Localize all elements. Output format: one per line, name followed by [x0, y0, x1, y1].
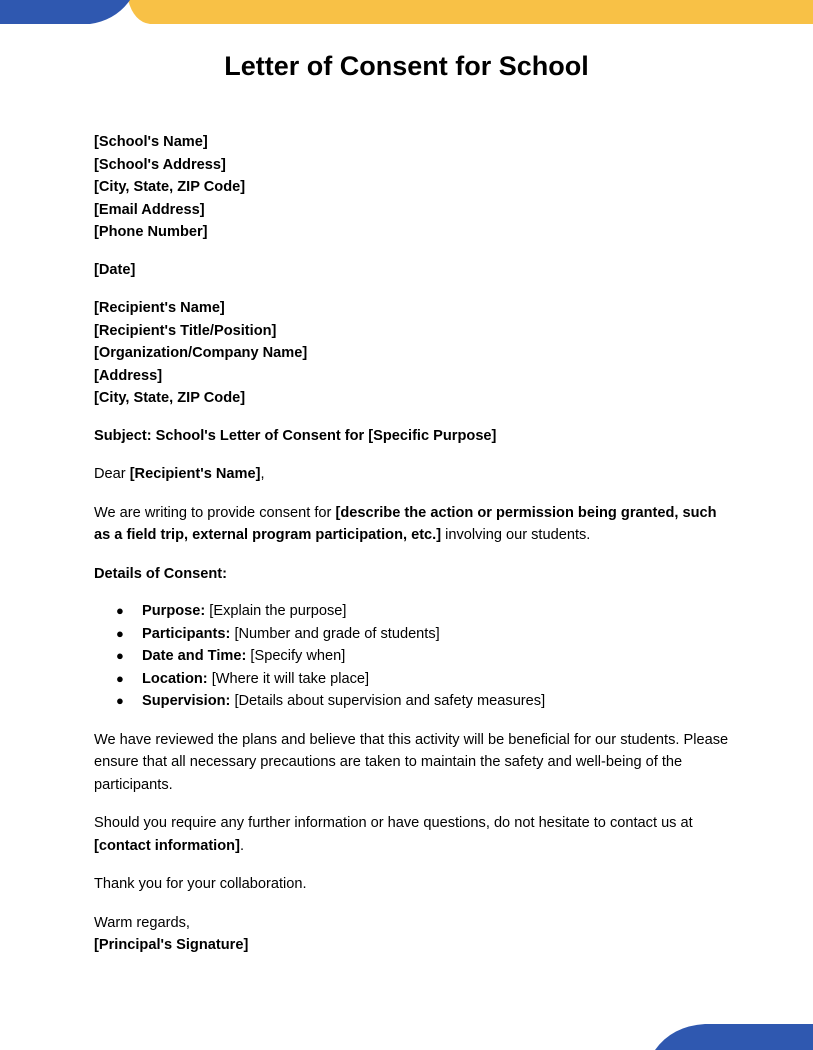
closing-block: [94, 912, 734, 957]
recipient-organization: [Organization/Company Name]: [94, 345, 308, 361]
bullet-icon: ●: [116, 670, 124, 686]
review-paragraph: We have reviewed the plans and believe that this activity will be beneficial for our students. Please ensure that all necessary precautions are taken to maintain the safety and well-being of the participants.: [94, 731, 729, 793]
contact-bold: [contact information]: [94, 837, 240, 854]
letter-body: [94, 131, 734, 957]
sender-block: [94, 131, 734, 244]
subject-line: Subject: School's Letter of Consent for [Specific Purpose]: [94, 428, 497, 444]
recipient-city-state-zip: [City, State, ZIP Code]: [94, 390, 246, 406]
recipient-name: [Recipient's Name]: [94, 300, 225, 316]
salutation-prefix: Dear: [94, 466, 130, 482]
intro-text-after: involving our students.: [441, 527, 591, 543]
bullet-icon: ●: [116, 603, 124, 618]
salutation-suffix: ,: [260, 466, 265, 482]
sender-name: [School's Name]: [94, 134, 208, 150]
details-list: [94, 600, 734, 713]
detail-value: [Details about supervision and safety measures]: [230, 693, 546, 709]
bottom-blue-band: [655, 1024, 813, 1050]
detail-value: [Specify when]: [246, 648, 346, 664]
detail-label: Purpose:: [142, 603, 206, 619]
bullet-icon: ●: [116, 693, 124, 708]
sender-phone: [Phone Number]: [94, 224, 208, 240]
recipient-address: [Address]: [94, 367, 163, 384]
details-heading: Details of Consent:: [94, 565, 227, 582]
list-item: [94, 600, 734, 623]
recipient-block: [94, 297, 734, 410]
intro-bold: [describe the action or permission being granted, such as a field trip, external program participation, etc.]: [94, 504, 717, 543]
closing-line: Warm regards,: [94, 914, 190, 931]
detail-value: [Number and grade of students]: [230, 625, 440, 642]
sender-address: [School's Address]: [94, 156, 226, 173]
recipient-title: [Recipient's Title/Position]: [94, 322, 277, 339]
date-block: [94, 259, 734, 282]
list-item: [94, 668, 734, 691]
detail-label: Date and Time:: [142, 648, 247, 664]
salutation-name: [Recipient's Name]: [129, 466, 261, 482]
top-yellow-band: [128, 0, 813, 24]
list-item: [94, 645, 734, 668]
detail-label: Supervision:: [142, 693, 231, 709]
detail-value: [Explain the purpose]: [205, 603, 347, 619]
thanks-line: Thank you for your collaboration.: [94, 876, 307, 892]
contact-text-after: .: [239, 837, 244, 854]
signature-line: [Principal's Signature]: [94, 937, 249, 953]
intro-paragraph: [94, 502, 734, 547]
list-item: [94, 690, 734, 713]
detail-label: Participants:: [142, 625, 231, 642]
letter-date: [Date]: [94, 262, 136, 278]
contact-paragraph: [94, 812, 734, 857]
salutation: [94, 463, 734, 486]
bullet-icon: ●: [116, 648, 124, 663]
intro-text-before: We are writing to provide consent for: [94, 504, 336, 521]
bullet-icon: ●: [116, 625, 124, 641]
top-blue-band: [0, 0, 130, 24]
list-item: [94, 623, 734, 646]
detail-value: [Where it will take place]: [207, 670, 370, 687]
detail-label: Location:: [142, 670, 208, 687]
page-title: Letter of Consent for School: [224, 51, 589, 81]
sender-city-state-zip: [City, State, ZIP Code]: [94, 179, 246, 195]
contact-text-before: Should you require any further information or have questions, do not hesitate to contact us at: [94, 815, 693, 831]
sender-email: [Email Address]: [94, 201, 205, 218]
